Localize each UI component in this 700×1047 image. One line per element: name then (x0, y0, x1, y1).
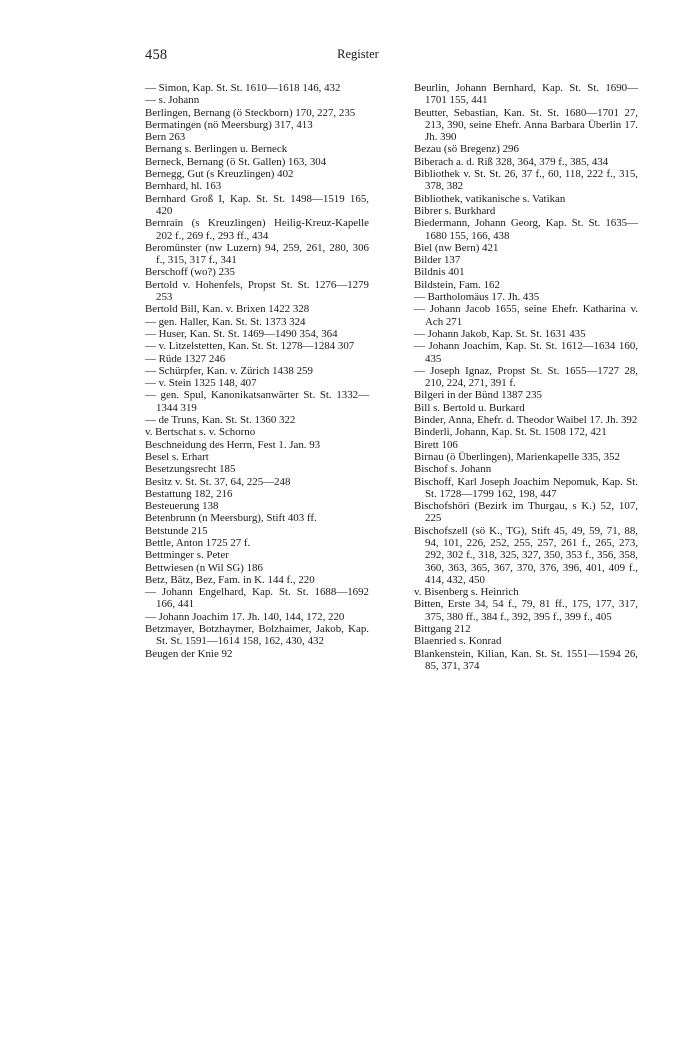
index-entry: Betstunde 215 (145, 524, 208, 537)
index-entry: Betenbrunn (n Meersburg), Stift 403 ff. (145, 512, 317, 525)
index-entry: Biberach a. d. Riß 328, 364, 379 f., 385, 434 (414, 155, 609, 168)
index-entry: Bildnis 401 (414, 266, 465, 279)
index-entry: Bibrer s. Burkhard (414, 204, 496, 217)
index-entry: Betzmayer, Botzhaymer, Bolzhaimer, Jakob, Kap. St. St. 1591—1614 158, 162, 430, 432 (145, 623, 369, 648)
index-entry: Biel (nw Bern) 421 (414, 241, 499, 254)
index-entry: Bettle, Anton 1725 27 f. (145, 536, 251, 549)
index-entry: Birnau (ö Überlingen), Marienkapelle 335, 352 (414, 450, 620, 463)
index-entry: Berneck, Bernang (ö St. Gallen) 163, 304 (145, 155, 327, 168)
index-entry: Birett 106 (414, 438, 458, 451)
index-entry: — v. Litzelstetten, Kan. St. St. 1278—1284 307 (145, 340, 355, 353)
index-entry: Bettminger s. Peter (145, 549, 229, 562)
index-entry: — gen. Spul, Kanonikatsanwärter St. St. 1332—1344 319 (145, 389, 369, 414)
index-entry: Beutter, Sebastian, Kan. St. St. 1680—1701 27, 213, 390, seine Ehefr. Anna Barbara Überlin 17. Jh. 390 (414, 106, 638, 144)
index-entry: — Bartholomäus 17. Jh. 435 (414, 291, 540, 304)
index-entry: Besel s. Erhart (145, 450, 209, 463)
index-entry: — Johann Joachim 17. Jh. 140, 144, 172, 220 (145, 610, 345, 623)
index-column-left (145, 82, 369, 660)
index-entry: Bischofshöri (Bezirk im Thurgau, s K.) 52, 107, 225 (414, 500, 638, 525)
index-entry: — Simon, Kap. St. St. 1610—1618 146, 432 (145, 82, 341, 94)
index-entry: — gen. Haller, Kan. St. St. 1373 324 (145, 315, 306, 328)
index-entry: Bittgang 212 (414, 623, 471, 636)
index-entry: Bern 263 (145, 131, 186, 144)
index-entry: Bernhard Groß I, Kap. St. St. 1498—1519 165, 420 (145, 192, 369, 217)
index-entry: Blankenstein, Kilian, Kan. St. St. 1551—1594 26, 85, 371, 374 (414, 647, 638, 672)
index-entry: Bernhard, hl. 163 (145, 180, 222, 193)
index-entry: Bilgeri in der Bünd 1387 235 (414, 389, 542, 402)
index-entry: Berschoff (wo?) 235 (145, 266, 235, 279)
index-entry: Bezau (sö Bregenz) 296 (414, 143, 519, 156)
index-entry: v. Bertschat s. v. Schorno (145, 426, 256, 439)
index-entry: — Johann Engelhard, Kap. St. St. 1688—1692 166, 441 (145, 586, 369, 611)
index-entry: — Johann Jacob 1655, seine Ehefr. Katharina v. Ach 271 (414, 303, 638, 328)
index-entry: Bilder 137 (414, 254, 461, 267)
index-entry: — Schürpfer, Kan. v. Zürich 1438 259 (145, 364, 313, 377)
index-entry: Bertold Bill, Kan. v. Brixen 1422 328 (145, 303, 310, 316)
index-entry: Bibliothek v. St. St. 26, 37 f., 60, 118, 222 f., 315, 378, 382 (414, 168, 638, 193)
page-header (145, 47, 571, 67)
index-entry: Bischoff, Karl Joseph Joachim Nepomuk, Kap. St. St. 1728—1799 162, 198, 447 (414, 475, 638, 500)
index-entry: — Joseph Ignaz, Propst St. St. 1655—1727 28, 210, 224, 271, 391 f. (414, 364, 638, 390)
index-entry: Betz, Bätz, Bez, Fam. in K. 144 f., 220 (145, 573, 315, 586)
index-entry: — Rüde 1327 246 (145, 352, 226, 365)
index-entry: Bernang s. Berlingen u. Berneck (145, 143, 288, 156)
index-entry: Berlingen, Bernang (ö Steckborn) 170, 227, 235 (145, 106, 356, 119)
index-entry: — v. Stein 1325 148, 407 (145, 377, 257, 390)
index-entry: Bibliothek, vatikanische s. Vatikan (414, 192, 566, 205)
index-entry: Bernegg, Gut (s Kreuzlingen) 402 (145, 168, 294, 181)
index-entry: Binder, Anna, Ehefr. d. Theodor Waibel 17. Jh. 392 (414, 414, 638, 427)
index-entry: Bischof s. Johann (414, 463, 492, 476)
index-entry: Blaenried s. Konrad (414, 635, 502, 648)
index-entry: Biedermann, Johann Georg, Kap. St. St. 1635—1680 155, 166, 438 (414, 217, 638, 242)
index-entry: Bermatingen (nö Meersburg) 317, 413 (145, 118, 313, 131)
index-entry: Bill s. Bertold u. Burkard (414, 401, 525, 414)
index-entry: — Johann Jakob, Kap. St. St. 1631 435 (414, 327, 586, 340)
index-entry: Beugen der Knie 92 (145, 647, 233, 660)
index-entry: Beschneidung des Herrn, Fest 1. Jan. 93 (145, 438, 321, 451)
index-entry: Beurlin, Johann Bernhard, Kap. St. St. 1690—1701 155, 441 (414, 82, 638, 107)
index-entry: Binderli, Johann, Kap. St. St. 1508 172, 421 (414, 426, 607, 439)
index-entry: v. Bisenberg s. Heinrich (414, 586, 519, 599)
index-entry: Bitten, Erste 34, 54 f., 79, 81 ff., 175, 177, 317, 375, 380 ff., 384 f., 392, 395 f., 399 f., 405 (414, 598, 638, 623)
index-entry: — de Truns, Kan. St. St. 1360 322 (145, 414, 296, 427)
index-entry: Bernrain (s Kreuzlingen) Heilig-Kreuz-Kapelle 202 f., 269 f., 293 ff., 434 (145, 217, 369, 242)
index-column-right (414, 82, 638, 672)
index-entry: Besitz v. St. St. 37, 64, 225—248 (145, 475, 291, 488)
index-entry: Bischofszell (sö K., TG), Stift 45, 49, 59, 71, 88, 94, 101, 226, 252, 255, 257, 261 f., 265, 273, 292, 302 f., 318, 325, 327, 350, 353 f., 356, 358, 360, 363, 365, 367, 370, 376, 396, 401, 409 f., 414, 432, 450 (414, 524, 638, 586)
index-entry: Besetzungsrecht 185 (145, 463, 236, 476)
index-entry: — Johann Joachim, Kap. St. St. 1612—1634 160, 435 (414, 340, 638, 365)
index-entry: Beromünster (nw Luzern) 94, 259, 261, 280, 306 f., 315, 317 f., 341 (145, 241, 369, 267)
index-entry: — Huser, Kan. St. St. 1469—1490 354, 364 (145, 327, 338, 340)
index-entry: Bettwiesen (n Wil SG) 186 (145, 561, 263, 574)
index-entry: Besteuerung 138 (145, 500, 219, 513)
index-entry: — s. Johann (145, 94, 200, 107)
running-title: Register (337, 47, 379, 61)
index-entry: Bildstein, Fam. 162 (414, 278, 500, 291)
index-entry: Bestattung 182, 216 (145, 487, 233, 500)
index-entry: Bertold v. Hohenfels, Propst St. St. 1276—1279 253 (145, 278, 369, 304)
page-number: 458 (145, 47, 168, 63)
